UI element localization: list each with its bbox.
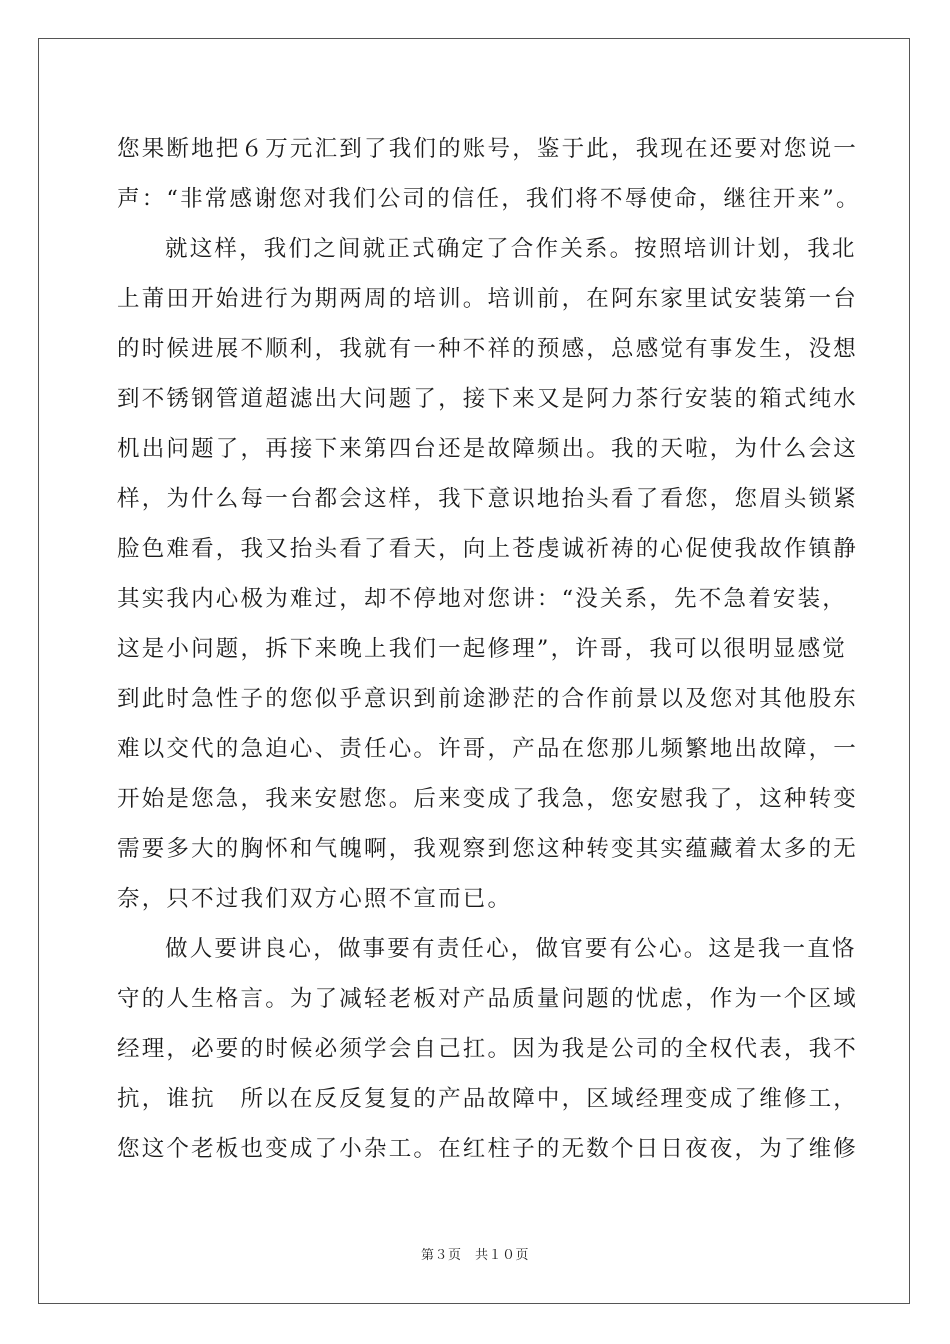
text-line: 上莆田开始进行为期两周的培训。培训前，在阿东家里试安装第一台 [117, 286, 859, 312]
text-line: 抗，谁抗 所以在反反复复的产品故障中，区域经理变成了维修工， [117, 1086, 859, 1112]
text-line: 难以交代的急迫心、责任心。许哥，产品在您那儿频繁地出故障，一 [117, 736, 859, 762]
text-line: 您这个老板也变成了小杂工。在红柱子的无数个日日夜夜，为了维修 [117, 1136, 859, 1162]
paragraph-start-line: 做人要讲良心，做事要有责任心，做官要有公心。这是我一直恪 [165, 936, 857, 962]
text-line: 声：“非常感谢您对我们公司的信任，我们将不辱使命，继往开来”。 [117, 186, 861, 212]
text-line: 开始是您急，我来安慰您。后来变成了我急，您安慰我了，这种转变 [117, 786, 859, 812]
paragraph-start-line: 就这样，我们之间就正式确定了合作关系。按照培训计划，我北 [165, 236, 857, 262]
document-body [117, 124, 861, 1174]
text-line: 需要多大的胸怀和气魄啊，我观察到您这种转变其实蕴藏着太多的无 [117, 836, 859, 862]
page-number-footer: 第３页 共１０页 [420, 1248, 529, 1263]
text-line: 脸色难看，我又抬头看了看天，向上苍虔诚祈祷的心促使我故作镇静 [117, 536, 859, 562]
text-line: 奈，只不过我们双方心照不宣而已。 [117, 886, 513, 912]
text-line: 其实我内心极为难过，却不停地对您讲：“没关系，先不急着安装， [117, 586, 848, 612]
text-line: 的时候进展不顺利，我就有一种不祥的预感，总感觉有事发生，没想 [117, 336, 859, 362]
text-line: 机出问题了，再接下来第四台还是故障频出。我的天啦，为什么会这 [117, 436, 859, 462]
text-line: 这是小问题，拆下来晚上我们一起修理”，许哥，我可以很明显感觉 [117, 636, 848, 662]
text-line: 守的人生格言。为了减轻老板对产品质量问题的忧虑，作为一个区域 [117, 986, 859, 1012]
text-line: 样，为什么每一台都会这样，我下意识地抬头看了看您，您眉头锁紧 [117, 486, 859, 512]
text-line: 到此时急性子的您似乎意识到前途渺茫的合作前景以及您对其他股东 [117, 686, 859, 712]
text-line: 经理，必要的时候必须学会自己扛。因为我是公司的全权代表，我不 [117, 1036, 859, 1062]
text-line: 您果断地把６万元汇到了我们的账号，鉴于此，我现在还要对您说一 [117, 136, 859, 162]
text-line: 到不锈钢管道超滤出大问题了，接下来又是阿力茶行安装的箱式纯水 [117, 386, 859, 412]
